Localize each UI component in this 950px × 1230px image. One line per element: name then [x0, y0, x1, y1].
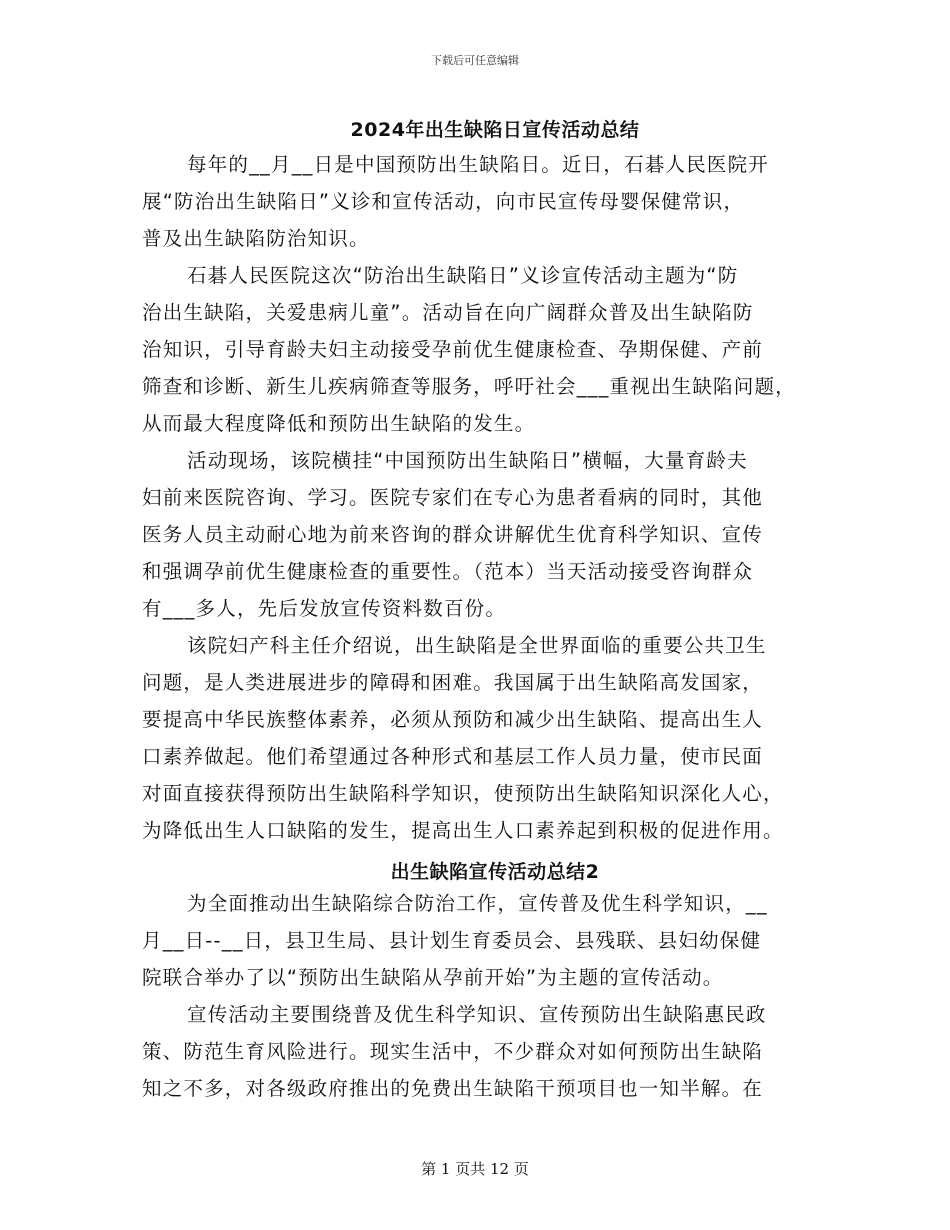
paragraph-5: [142, 885, 810, 996]
paragraph-line: 展“防治出生缺陷日”义诊和宣传活动，向市民宣传母婴保健常识，: [142, 190, 745, 213]
document-title: 2024年出生缺陷日宣传活动总结: [350, 119, 640, 141]
paragraph-line: 治知识，引导育龄夫妇主动接受孕前优生健康检查、孕期保健、产前: [142, 338, 764, 361]
paragraph-line: 筛查和诊断、新生儿疾病筛查等服务，呼吁社会___重视出生缺陷问题，: [142, 375, 796, 398]
paragraph-line: 普及出生缺陷防治知识。: [142, 227, 370, 250]
page-number: 第 1 页共 12 页: [421, 1160, 529, 1178]
paragraph-line: 对面直接获得预防出生缺陷科学知识，使预防出生缺陷知识深化人心，: [142, 782, 784, 805]
paragraph-2: [142, 257, 810, 442]
paragraph-line: 妇前来医院咨询、学习。医院专家们在专心为患者看病的同时，其他: [142, 486, 764, 509]
paragraph-line: 医务人员主动耐心地为前来咨询的群众讲解优生优育科学知识、宣传: [142, 523, 764, 546]
paragraph-1: [142, 146, 810, 257]
paragraph-line: 为降低出生人口缺陷的发生，提高出生人口素养起到积极的促进作用。: [142, 819, 784, 842]
page-header-note: 下载后可任意编辑: [431, 54, 519, 67]
paragraph-line: 问题，是人类进展进步的障碍和困难。我国属于出生缺陷高发国家，: [142, 671, 764, 694]
paragraph-line: 治出生缺陷，关爱患病儿童”。活动旨在向广阔群众普及出生缺陷防: [142, 301, 754, 324]
paragraph-line: 为全面推动出生缺陷综合防治工作，宣传普及优生科学知识，__: [187, 892, 768, 915]
paragraph-line: 知之不多，对各级政府推出的免费出生缺陷干预项目也一知半解。在: [142, 1077, 764, 1100]
paragraph-line: 从而最大程度降低和预防出生缺陷的发生。: [142, 412, 536, 435]
paragraph-line: 宣传活动主要围绕普及优生科学知识、宣传预防出生缺陷惠民政: [187, 1003, 767, 1026]
paragraph-line: 该院妇产科主任介绍说，出生缺陷是全世界面临的重要公共卫生: [187, 634, 767, 657]
paragraph-line: 石碁人民医院这次“防治出生缺陷日”义诊宣传活动主题为“防: [187, 264, 739, 287]
paragraph-3: [142, 442, 810, 627]
paragraph-line: 活动现场，该院横挂“中国预防出生缺陷日”横幅，大量育龄夫: [187, 449, 748, 472]
paragraph-line: 院联合举办了以“预防出生缺陷从孕前开始”为主题的宣传活动。: [142, 966, 724, 989]
paragraph-line: 月__日--__日，县卫生局、县计划生育委员会、县残联、县妇幼保健: [142, 929, 762, 952]
paragraph-line: 口素养做起。他们希望通过各种形式和基层工作人员力量，使市民面: [142, 745, 764, 768]
paragraph-line: 有___多人，先后发放宣传资料数百份。: [142, 597, 507, 620]
paragraph-line: 和强调孕前优生健康检查的重要性。（范本）当天活动接受咨询群众: [142, 560, 754, 583]
paragraph-line: 要提高中华民族整体素养，必须从预防和减少出生缺陷、提高出生人: [142, 708, 764, 731]
paragraph-4: [142, 627, 810, 849]
section-2-title: 出生缺陷宣传活动总结2: [390, 861, 600, 883]
paragraph-6: [142, 996, 810, 1107]
paragraph-line: 策、防范生育风险进行。现实生活中，不少群众对如何预防出生缺陷: [142, 1040, 764, 1063]
paragraph-line: 每年的__月__日是中国预防出生缺陷日。近日，石碁人民医院开: [187, 153, 770, 176]
